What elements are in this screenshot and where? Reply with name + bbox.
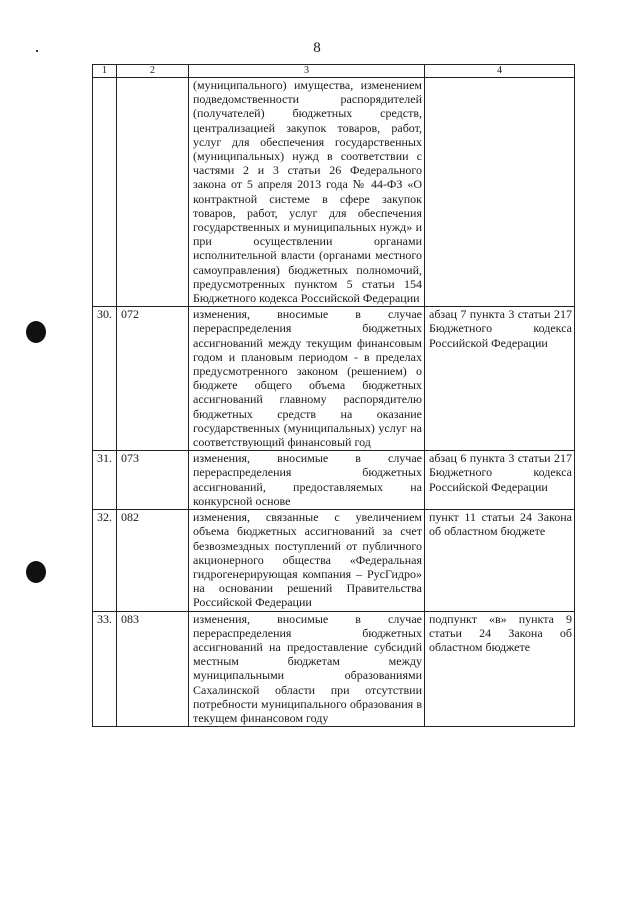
row-basis: подпункт «в» пункта 9 статьи 24 Закона об областном бюджете bbox=[425, 611, 575, 727]
row-code: 073 bbox=[117, 451, 189, 510]
table-header-row bbox=[93, 65, 575, 78]
row-basis: абзац 7 пункта 3 статьи 217 Бюджетного кодекса Российской Федерации bbox=[425, 307, 575, 451]
row-number: 31. bbox=[93, 451, 117, 510]
row-description: изменения, вносимые в случае перераспределения бюджетных ассигнований между текущим финансовым годом и плановым периодом - в пределах предусмотренного законом (решением) о бюджете общего объема бюджетных ассигнований главному распорядителю бюджетных средств на оказание государственных (муниципальных) услуг на соответствующий финансовый год bbox=[189, 307, 425, 451]
row-basis bbox=[425, 78, 575, 307]
column-header-description: 3 bbox=[189, 65, 425, 78]
row-code bbox=[117, 78, 189, 307]
budget-changes-table bbox=[92, 64, 575, 727]
binder-hole-bottom bbox=[26, 561, 46, 583]
row-number: 30. bbox=[93, 307, 117, 451]
page-number: 8 bbox=[313, 40, 321, 56]
row-description: изменения, связанные с увеличением объема бюджетных ассигнований за счет безвозмездных поступлений от публичного акционерного общества «Федеральная гидрогенерирующая компания – РусГидро» на основании решений Правительства Российской Федерации bbox=[189, 510, 425, 611]
table-row bbox=[93, 78, 575, 307]
row-basis: абзац 6 пункта 3 статьи 217 Бюджетного кодекса Российской Федерации bbox=[425, 451, 575, 510]
column-header-code: 2 bbox=[117, 65, 189, 78]
binder-hole-top bbox=[26, 321, 46, 343]
table-row bbox=[93, 307, 575, 451]
scan-speck bbox=[36, 50, 38, 52]
row-number: 33. bbox=[93, 611, 117, 727]
table-row bbox=[93, 611, 575, 727]
row-code: 083 bbox=[117, 611, 189, 727]
table-row bbox=[93, 510, 575, 611]
column-header-basis: 4 bbox=[425, 65, 575, 78]
column-header-number: 1 bbox=[93, 65, 117, 78]
row-basis: пункт 11 статьи 24 Закона об областном бюджете bbox=[425, 510, 575, 611]
row-description: (муниципального) имущества, изменением подведомственности распорядителей (получателей) бюджетных средств, централизацией закупок товаров, работ, услуг для обеспечения государственных (муниципальных) нужд в соответствии с частями 2 и 3 статьи 26 Федерального закона от 5 апреля 2013 года № 44-ФЗ «О контрактной системе в сфере закупок товаров, работ, услуг для обеспечения государственных и муниципальных нужд» и при осуществлении органами исполнительной власти (органами местного самоуправления) бюджетных полномочий, предусмотренных пунктом 5 статьи 154 Бюджетного кодекса Российской Федерации bbox=[189, 78, 425, 307]
row-description: изменения, вносимые в случае перераспределения бюджетных ассигнований, предоставляемых на конкурсной основе bbox=[189, 451, 425, 510]
table-row bbox=[93, 451, 575, 510]
row-description: изменения, вносимые в случае перераспределения бюджетных ассигнований на предоставление субсидий местным бюджетам между муниципальными образованиями Сахалинской области при отсутствии потребности муниципального образования в текущем финансовом году bbox=[189, 611, 425, 727]
row-number: 32. bbox=[93, 510, 117, 611]
row-code: 082 bbox=[117, 510, 189, 611]
row-code: 072 bbox=[117, 307, 189, 451]
row-number bbox=[93, 78, 117, 307]
